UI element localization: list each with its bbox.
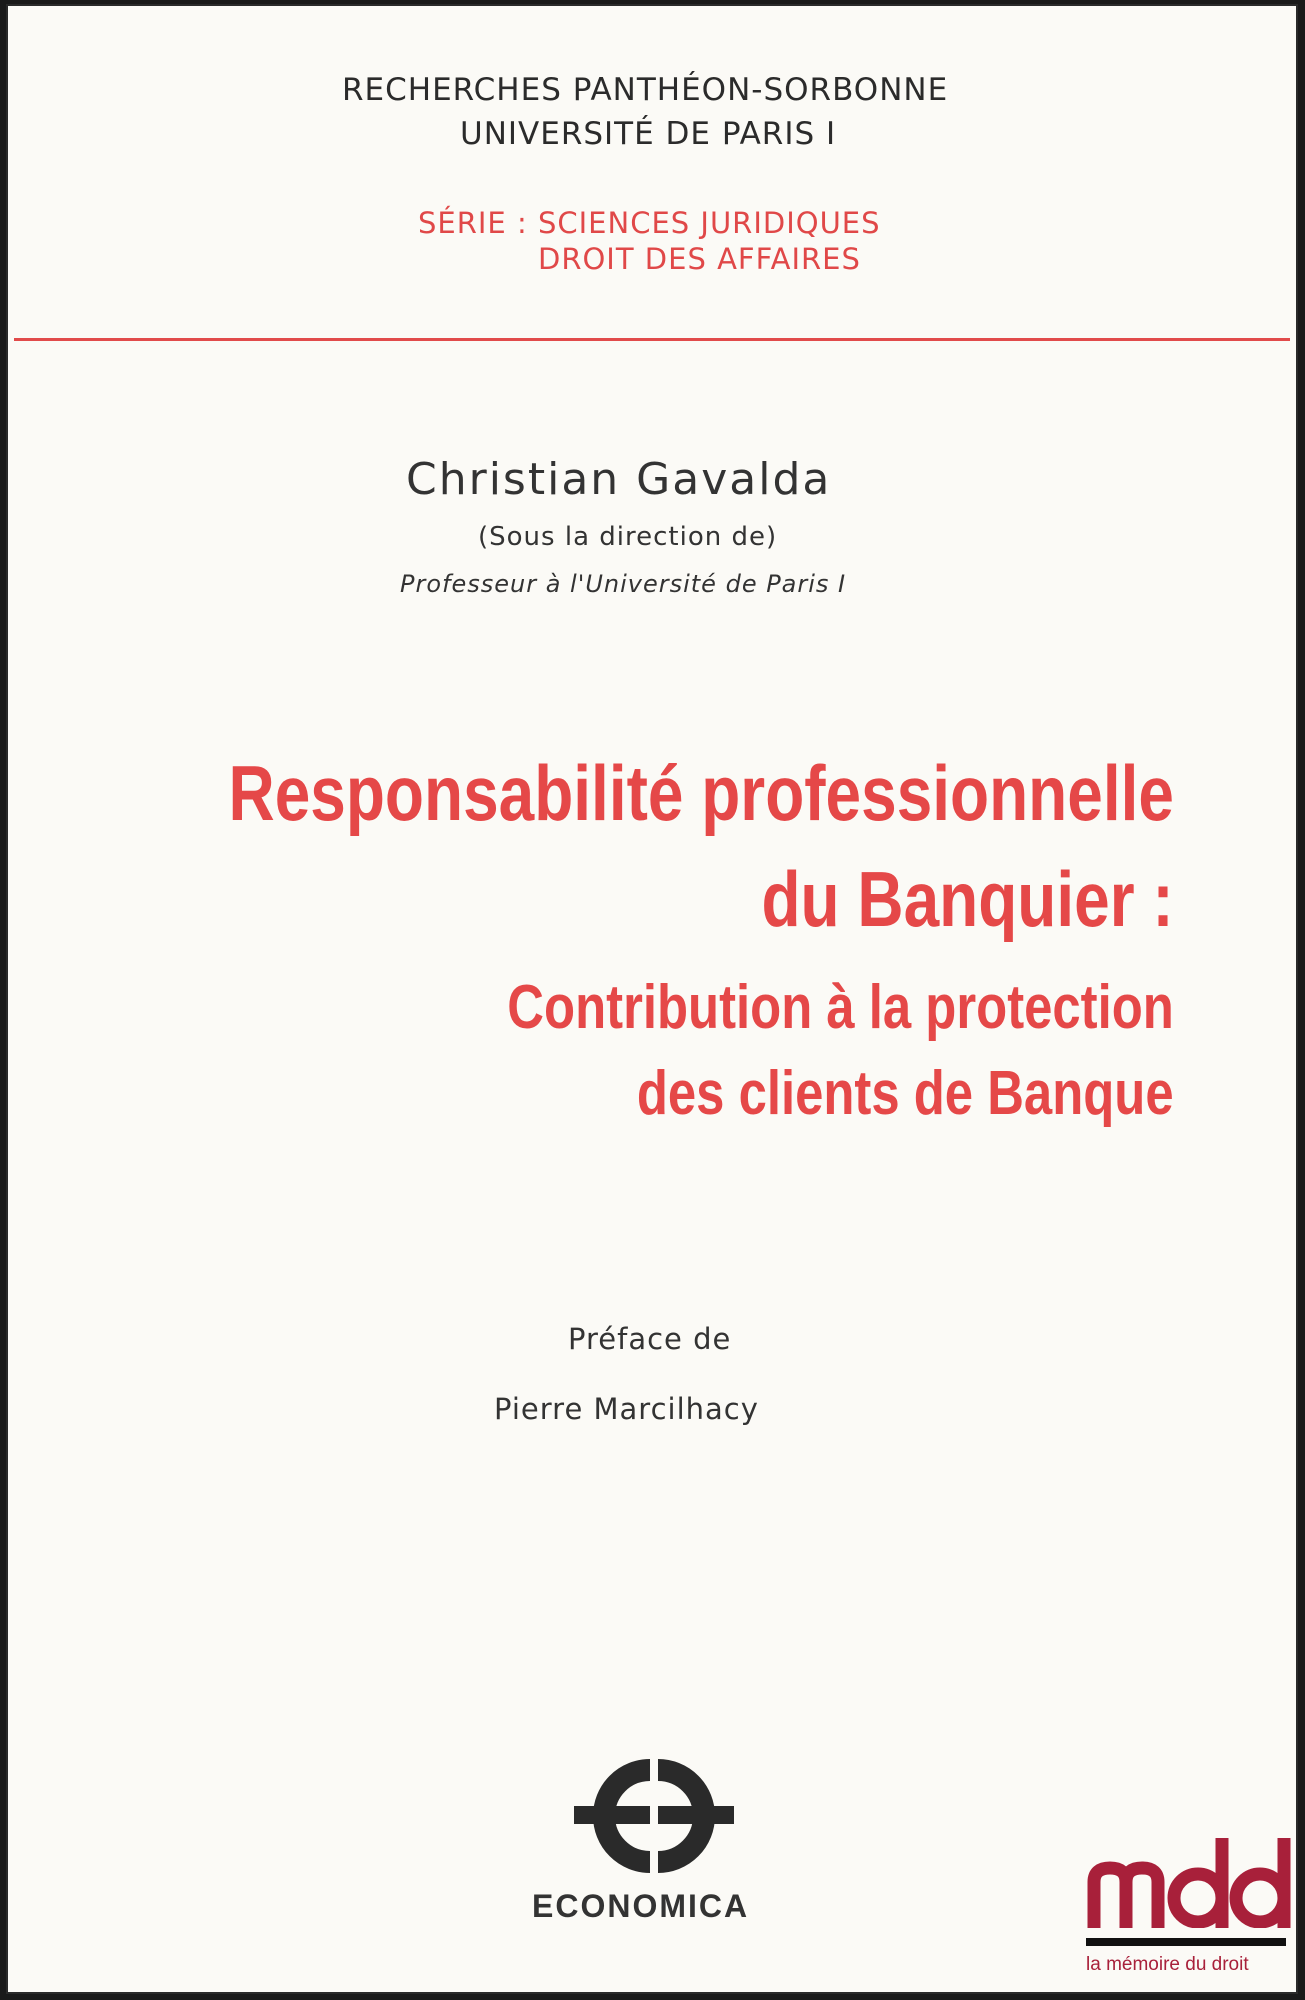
header-divider xyxy=(14,338,1290,341)
publisher-name: ECONOMICA xyxy=(532,1888,750,1924)
subtitle-line-2: des clients de Banque xyxy=(637,1059,1174,1128)
mdd-watermark xyxy=(1076,1838,1296,1988)
series-line-1: SÉRIE : SCIENCES JURIDIQUES xyxy=(418,206,881,240)
preface-label: Préface de xyxy=(568,1322,732,1356)
mdd-tagline: la mémoire du droit xyxy=(1086,1954,1249,1975)
book-cover xyxy=(6,4,1298,1994)
series-line-2: DROIT DES AFFAIRES xyxy=(538,242,861,276)
author-affiliation: Professeur à l'Université de Paris I xyxy=(400,570,847,598)
author-role: (Sous la direction de) xyxy=(478,522,778,552)
publisher-series-line-1: RECHERCHES PANTHÉON-SORBONNE xyxy=(342,72,949,108)
mdd-logo-icon xyxy=(1086,1838,1296,1928)
subtitle-line-1: Contribution à la protection xyxy=(507,973,1174,1042)
economica-logo-icon xyxy=(566,1748,742,1884)
author-name: Christian Gavalda xyxy=(406,454,832,505)
title-line-1: Responsabilité professionnelle xyxy=(228,749,1174,837)
title-line-2: du Banquier : xyxy=(761,855,1174,943)
mdd-underline xyxy=(1086,1938,1286,1946)
university-line: UNIVERSITÉ DE PARIS I xyxy=(460,116,837,152)
preface-author: Pierre Marcilhacy xyxy=(494,1392,759,1426)
